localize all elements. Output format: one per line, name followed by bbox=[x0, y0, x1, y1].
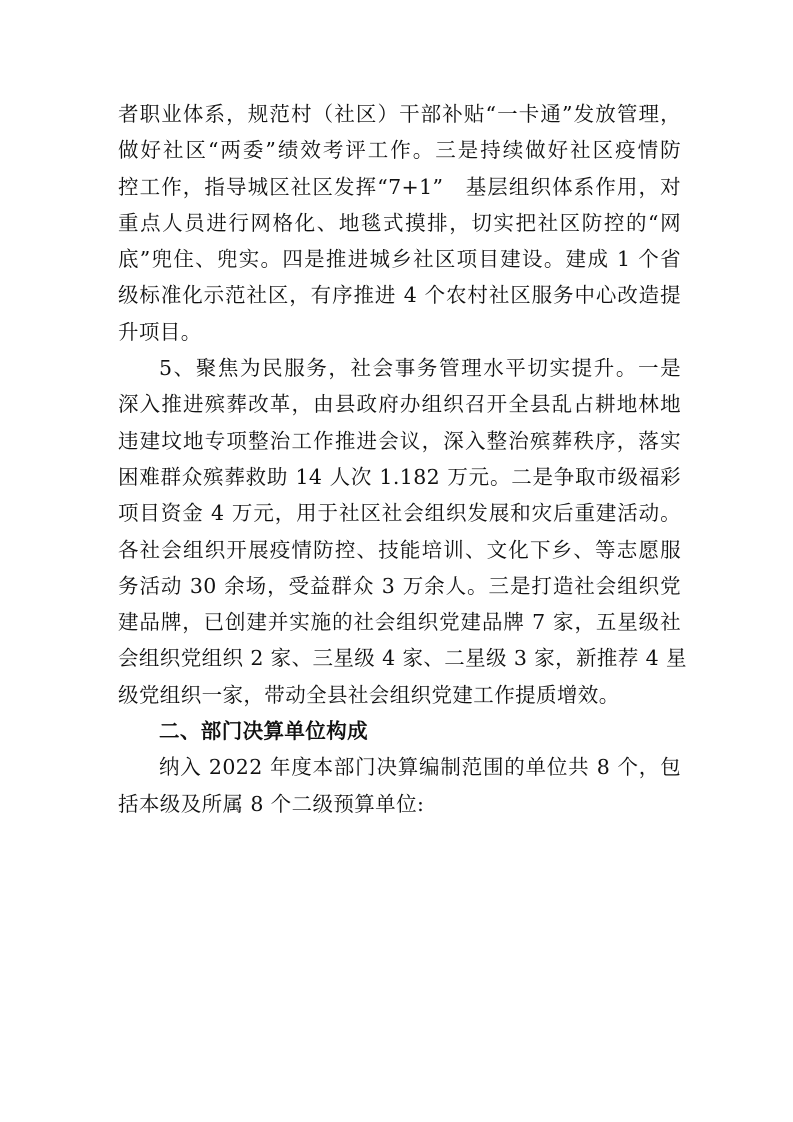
paragraph-unit-composition bbox=[118, 749, 681, 822]
text-line: 困难群众殡葬救助 14 人次 1.182 万元。二是争取市级福彩 bbox=[118, 464, 681, 489]
text-line: 级党组织一家，带动全县社会组织党建工作提质增效。 bbox=[118, 682, 620, 707]
text-line: 级标准化示范社区，有序推进 4 个农村社区服务中心改造提 bbox=[118, 283, 681, 308]
text-line: 括本级及所属 8 个二级预算单位: bbox=[118, 791, 425, 816]
text-line: 重点人员进行网格化、地毯式摸排，切实把社区防控的“网 bbox=[118, 210, 681, 235]
text-line: 各社会组织开展疫情防控、技能培训、文化下乡、等志愿服 bbox=[118, 537, 681, 562]
text-line: 违建坟地专项整治工作推进会议，深入整治殡葬秩序，落实 bbox=[118, 428, 681, 453]
text-line: 做好社区“两委”绩效考评工作。三是持续做好社区疫情防 bbox=[118, 138, 681, 163]
text-line: 底”兜住、兜实。四是推进城乡社区项目建设。建成 1 个省 bbox=[118, 247, 681, 272]
text-line: 务活动 30 余场，受益群众 3 万余人。三是打造社会组织党 bbox=[118, 573, 681, 598]
text-line: 会组织党组织 2 家、三星级 4 家、二星级 3 家，新推荐 4 星 bbox=[118, 646, 687, 671]
text-line: 5、聚焦为民服务，社会事务管理水平切实提升。一是 bbox=[159, 356, 681, 381]
text-line: 项目资金 4 万元，用于社区社会组织发展和灾后重建活动。 bbox=[118, 501, 681, 526]
document-body bbox=[118, 96, 687, 822]
text-line: 深入推进殡葬改革，由县政府办组织召开全县乱占耕地林地 bbox=[118, 392, 681, 417]
paragraph-social-affairs bbox=[118, 350, 687, 713]
text-line: 纳入 2022 年度本部门决算编制范围的单位共 8 个，包 bbox=[159, 755, 681, 780]
text-line: 者职业体系，规范村（社区）干部补贴“一卡通”发放管理， bbox=[118, 102, 681, 126]
text-line: 建品牌，已创建并实施的社会组织党建品牌 7 家，五星级社 bbox=[118, 610, 681, 635]
text-line: 升项目。 bbox=[118, 319, 202, 344]
section-heading: 二、部门决算单位构成 bbox=[159, 719, 368, 744]
paragraph-community-work bbox=[118, 96, 681, 350]
text-line: 控工作，指导城区社区发挥“7+1” 基层组织体系作用，对 bbox=[118, 174, 681, 199]
